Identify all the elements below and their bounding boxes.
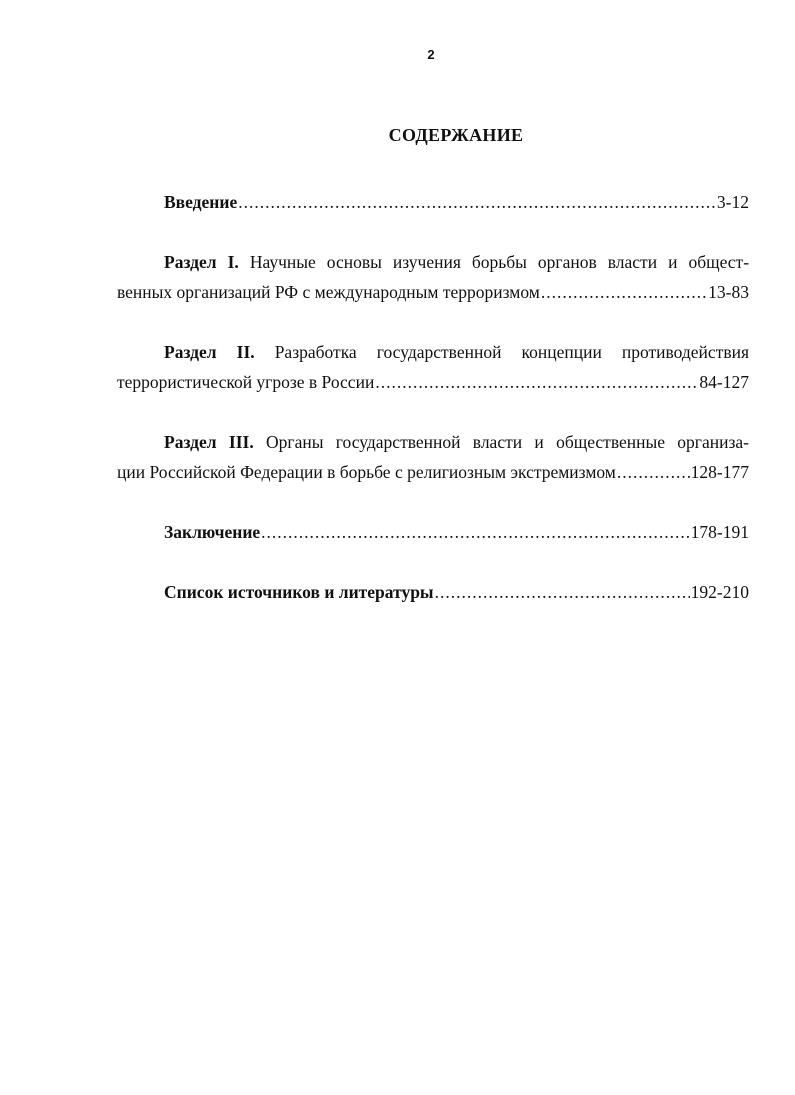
page-title: СОДЕРЖАНИЕ	[388, 125, 524, 145]
toc-entry-label: Список источников и литературы	[164, 582, 434, 602]
dot-leader	[261, 517, 690, 547]
toc-entry-section-2	[117, 337, 749, 397]
toc-entry-section-3	[117, 427, 749, 487]
toc-entry-pages: 13-83	[708, 282, 749, 302]
toc-entry-label: Введение	[164, 192, 238, 212]
toc-entry-intro	[117, 187, 749, 217]
toc-entry-pages: 128-177	[690, 462, 749, 482]
dot-leader	[617, 457, 690, 487]
toc-entry-conclusion	[117, 517, 749, 547]
dot-leader	[375, 367, 698, 397]
toc-entry-pages: 178-191	[690, 522, 749, 542]
toc-entry-pages: 3-12	[716, 192, 749, 212]
toc-entry-text-line-1: Разработка государственной концепции противодействия	[274, 342, 750, 362]
toc-entry-section-1	[117, 247, 749, 307]
table-of-contents	[117, 187, 749, 637]
dot-leader	[238, 187, 716, 217]
toc-entry-pages: 84-127	[699, 372, 749, 392]
dot-leader	[435, 577, 690, 607]
toc-entry-text-line-1: Органы государственной власти и общественные организа-	[266, 432, 749, 452]
toc-entry-label: Раздел II.	[164, 342, 255, 362]
toc-entry-text-line-2: венных организаций РФ с международным терроризмом	[117, 282, 540, 302]
toc-entry-text-line-1: Научные основы изучения борьбы органов власти и общест-	[249, 252, 750, 272]
toc-entry-sources	[117, 577, 749, 607]
toc-entry-text-line-2: террористической угрозе в России	[117, 372, 375, 392]
page-number: 2	[427, 47, 435, 62]
toc-entry-text-line-2: ции Российской Федерации в борьбе с религиозным экстремизмом	[117, 462, 616, 482]
toc-entry-pages: 192-210	[690, 582, 749, 602]
toc-entry-label: Раздел I.	[164, 252, 239, 272]
toc-entry-label: Заключение	[164, 522, 261, 542]
toc-entry-label: Раздел III.	[164, 432, 254, 452]
dot-leader	[541, 277, 707, 307]
